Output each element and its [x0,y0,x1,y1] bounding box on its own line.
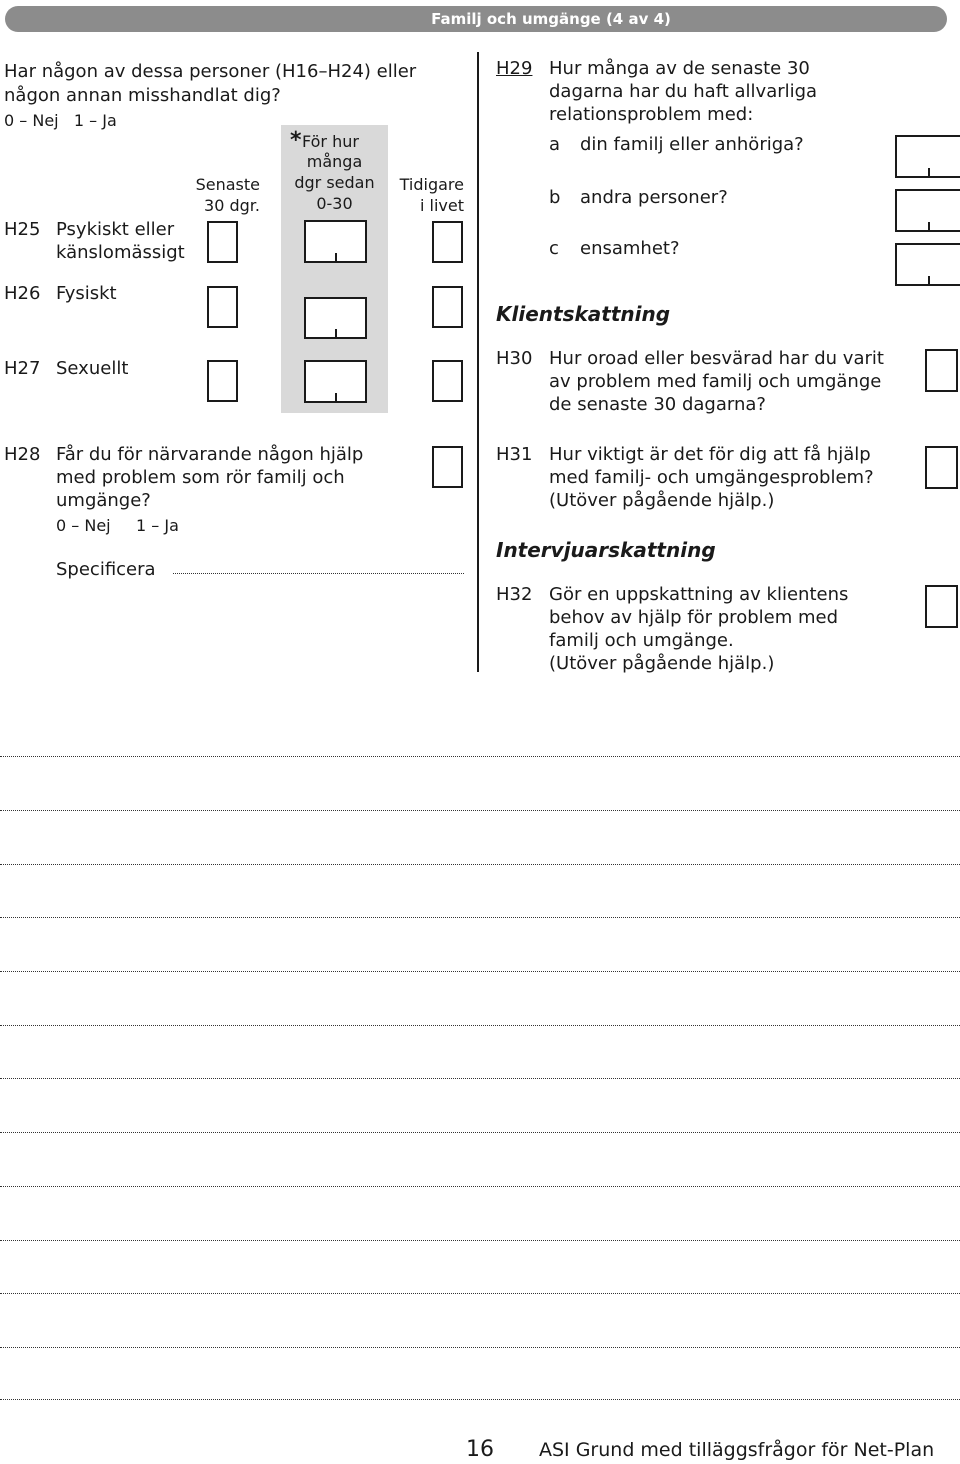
h29c-days-field[interactable] [895,243,960,286]
note-line[interactable] [0,1293,960,1294]
note-line[interactable] [0,917,960,918]
h31-question-3: (Utöver pågående hjälp.) [549,490,775,511]
asterisk-icon: * [290,128,302,153]
h25-recent-checkbox[interactable] [207,221,238,263]
h30-question-2: av problem med familj och umgänge [549,371,882,392]
h25-ever-checkbox[interactable] [432,221,463,263]
h26-recent-checkbox[interactable] [207,286,238,328]
h26-label: Fysiskt [56,283,117,304]
h30-rating-box[interactable] [925,349,958,392]
h26-code: H26 [4,283,41,304]
h29-question-2: dagarna har du haft allvarliga [549,81,818,102]
h29a-letter: a [549,134,561,155]
h25-days-field[interactable] [304,220,367,263]
h28-code: H28 [4,444,41,465]
note-line[interactable] [0,1186,960,1187]
page-number: 16 [466,1437,494,1462]
h29b-label: andra personer? [580,187,728,208]
h26-ever-checkbox[interactable] [432,286,463,328]
col-days-header-3: dgr sedan [294,173,375,192]
section-client-rating: Klientskattning [496,302,671,326]
note-line[interactable] [0,971,960,972]
intro-question-line1: Har någon av dessa personer (H16–H24) eller [4,61,417,82]
note-line[interactable] [0,1078,960,1079]
h30-question-1: Hur oroad eller besvärad har du varit [549,348,884,369]
h28-question-2: med problem som rör familj och [56,467,345,488]
note-line[interactable] [0,864,960,865]
h32-code: H32 [496,584,533,605]
note-line[interactable] [0,1132,960,1133]
h27-ever-checkbox[interactable] [432,360,463,402]
intro-options: 0 – Nej 1 – Ja [4,111,117,130]
h31-rating-box[interactable] [925,446,958,489]
note-line[interactable] [0,810,960,811]
h31-question-2: med familj- och umgängesproblem? [549,467,874,488]
h29b-letter: b [549,187,561,208]
h31-question-1: Hur viktigt är det för dig att få hjälp [549,444,871,465]
h30-code: H30 [496,348,533,369]
col-days-header-1: För hur [302,132,359,151]
h27-recent-checkbox[interactable] [207,360,238,402]
intro-question-line2: någon annan misshandlat dig? [4,85,281,106]
h30-question-3: de senaste 30 dagarna? [549,394,766,415]
col-ever-header-1: Tidigare [399,175,464,194]
h31-code: H31 [496,444,533,465]
h25-code: H25 [4,219,41,240]
header-bar [5,6,947,32]
h27-days-field[interactable] [304,360,367,403]
h29-question-1: Hur många av de senaste 30 [549,58,810,79]
specify-label: Specificera [56,559,156,580]
column-divider [477,52,479,672]
h25-label-1: Psykiskt eller [56,219,175,240]
col-days-header-4: 0-30 [316,194,353,213]
note-line[interactable] [0,1025,960,1026]
col-days-header-2: många [306,152,363,171]
h29a-label: din familj eller anhöriga? [580,134,804,155]
h26-days-field[interactable] [304,297,367,339]
h28-options: 0 – Nej 1 – Ja [56,516,179,535]
h27-code: H27 [4,358,41,379]
section-interviewer-rating: Intervjuarskattning [496,538,716,562]
header-title: Familj och umgänge (4 av 4) [431,10,671,28]
h32-rating-box[interactable] [925,585,958,628]
h25-label-2: känslomässigt [56,242,185,263]
h29b-days-field[interactable] [895,189,960,232]
h29-code: H29 [496,58,533,79]
h32-question-2: behov av hjälp för problem med [549,607,838,628]
h27-label: Sexuellt [56,358,129,379]
note-line[interactable] [0,1399,960,1400]
note-line[interactable] [0,1240,960,1241]
col-recent-header-1: Senaste [195,175,260,194]
h29-question-3: relationsproblem med: [549,104,754,125]
h28-question-3: umgänge? [56,490,151,511]
col-recent-header-2: 30 dgr. [204,196,260,215]
specify-input-line[interactable] [173,573,464,574]
h28-question-1: Får du för närvarande någon hjälp [56,444,364,465]
h32-question-1: Gör en uppskattning av klientens [549,584,849,605]
h32-question-3: familj och umgänge. [549,630,734,651]
note-line[interactable] [0,756,960,757]
h29a-days-field[interactable] [895,135,960,178]
document-title: ASI Grund med tilläggsfrågor för Net-Plan [539,1439,935,1461]
h29c-label: ensamhet? [580,238,680,259]
col-ever-header-2: i livet [419,196,464,215]
h28-answer-checkbox[interactable] [432,446,463,488]
h32-question-4: (Utöver pågående hjälp.) [549,653,775,674]
note-line[interactable] [0,1347,960,1348]
h29c-letter: c [549,238,559,259]
